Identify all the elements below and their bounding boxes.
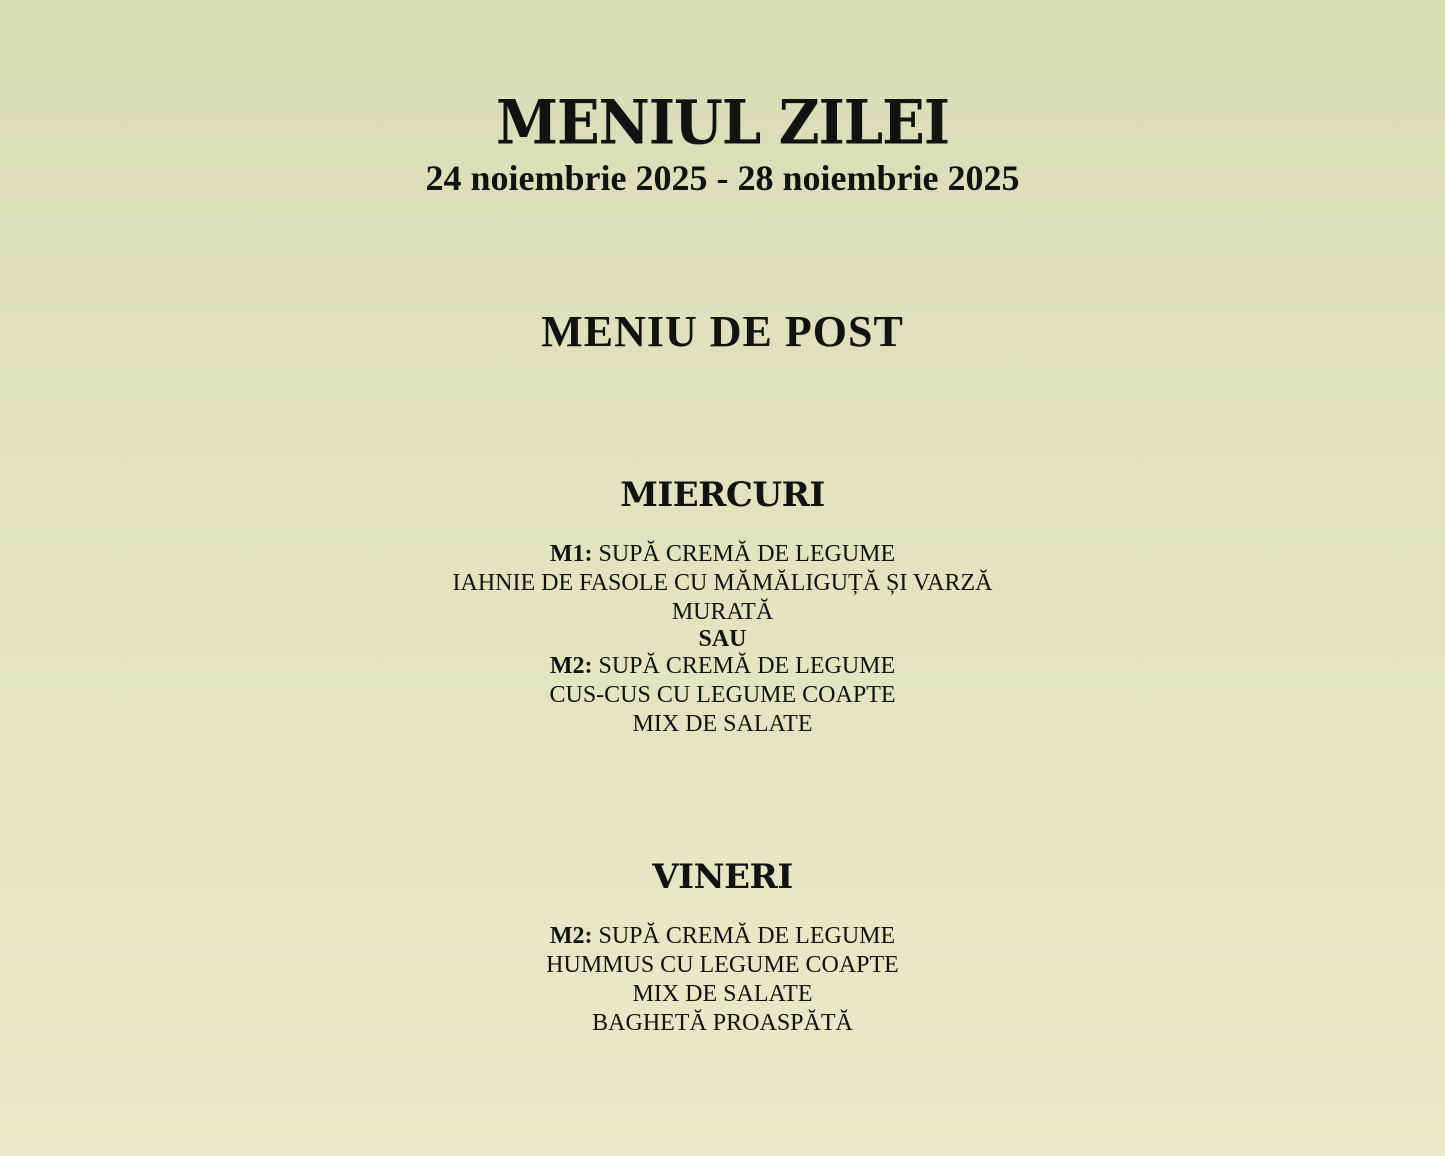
menu-separator: SAU (698, 626, 747, 652)
menu-item: CUS-CUS CU LEGUME COAPTE (549, 682, 896, 708)
wednesday-menu (0, 540, 1445, 739)
menu-item: HUMMUS CU LEGUME COAPTE (546, 952, 899, 978)
menu-item: MURATĂ (671, 599, 774, 625)
menu-code: M2: (549, 653, 593, 679)
date-range: 24 noiembrie 2025 - 28 noiembrie 2025 (425, 158, 1020, 198)
menu-line (0, 652, 1445, 681)
menu-item: MIX DE SALATE (632, 981, 813, 1007)
menu-line (0, 540, 1445, 569)
menu-code: M2: (549, 923, 593, 949)
menu-item: MIX DE SALATE (632, 711, 813, 737)
day-title-friday: VINERI (652, 857, 793, 897)
menu-item: BAGHETĂ PROASPĂTĂ (592, 1010, 853, 1036)
friday-menu (0, 922, 1445, 1038)
day-title-wednesday: MIERCURI (620, 475, 825, 515)
menu-code: M1: (549, 541, 593, 567)
menu-item: SUPĂ CREMĂ DE LEGUME (598, 541, 896, 567)
menu-item: SUPĂ CREMĂ DE LEGUME (598, 923, 896, 949)
page-title: MENIUL ZILEI (495, 87, 950, 159)
section-title: MENIU DE POST (541, 307, 904, 356)
menu-item: IAHNIE DE FASOLE CU MĂMĂLIGUȚĂ ȘI VARZĂ (452, 570, 993, 596)
menu-line (0, 922, 1445, 951)
menu-item: SUPĂ CREMĂ DE LEGUME (598, 653, 896, 679)
